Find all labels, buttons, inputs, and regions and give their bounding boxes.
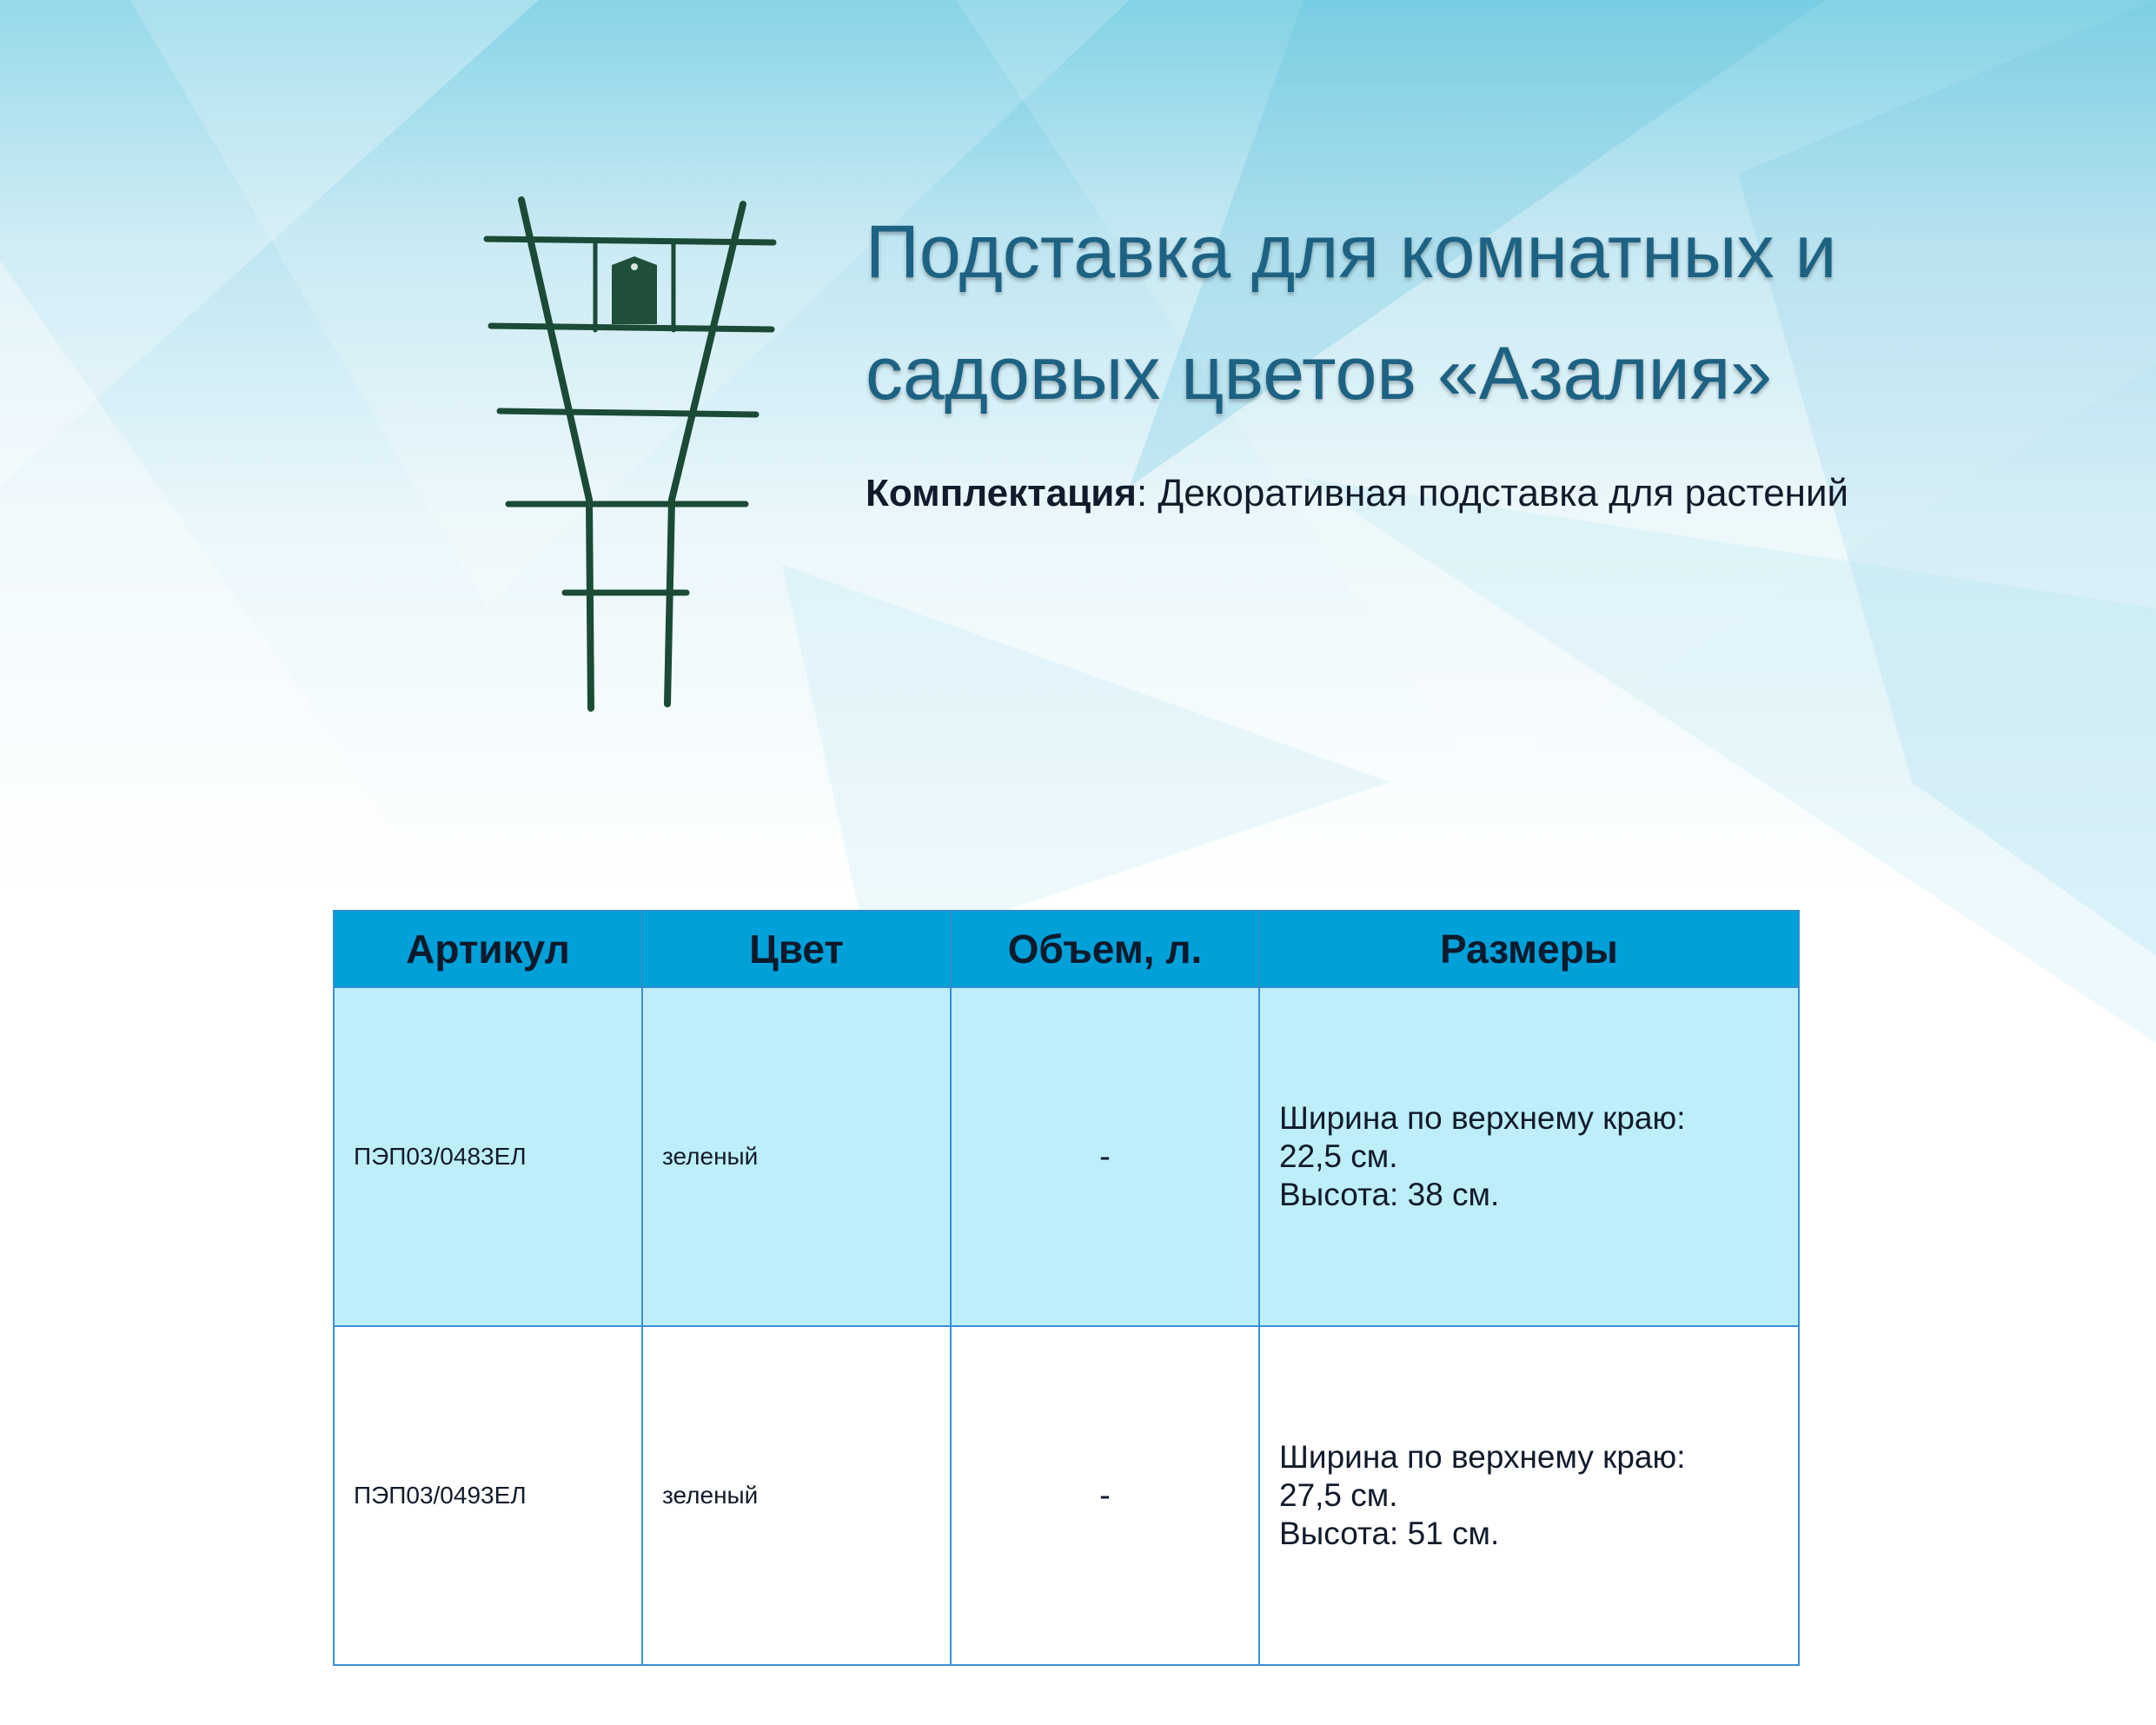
color-cell: зеленый — [642, 987, 951, 1326]
header-article: Артикул — [334, 911, 642, 987]
header-sizes: Размеры — [1259, 911, 1799, 987]
size-line: 22,5 см. — [1279, 1138, 1398, 1174]
volume-cell: - — [951, 987, 1259, 1326]
product-title — [866, 191, 2082, 435]
tag-icon — [612, 256, 657, 324]
sizes-cell — [1259, 1326, 1799, 1665]
header-color: Цвет — [642, 911, 951, 987]
size-line: Ширина по верхнему краю: — [1279, 1100, 1686, 1136]
kit-value: Декоративная подставка для растений — [1158, 472, 1849, 514]
title-line-1: Подставка для комнатных и — [866, 210, 1837, 294]
product-image — [469, 187, 799, 726]
color-cell: зеленый — [642, 1326, 951, 1665]
kit-line — [866, 468, 2082, 520]
table-row — [334, 1326, 1799, 1665]
sizes-cell — [1259, 987, 1799, 1326]
spec-table — [333, 910, 1800, 1666]
table-row — [334, 987, 1799, 1326]
kit-separator: : — [1136, 472, 1158, 514]
size-line: Ширина по верхнему краю: — [1279, 1439, 1686, 1475]
article-cell: ПЭП03/0483ЕЛ — [334, 987, 642, 1326]
kit-label: Комплектация — [866, 472, 1137, 514]
title-line-2: садовых цветов «Азалия» — [866, 332, 1773, 415]
volume-cell: - — [951, 1326, 1259, 1665]
table-header-row — [334, 911, 1799, 987]
size-line: Высота: 38 см. — [1279, 1177, 1500, 1212]
article-cell: ПЭП03/0493ЕЛ — [334, 1326, 642, 1665]
size-line: Высота: 51 см. — [1279, 1516, 1500, 1551]
size-line: 27,5 см. — [1279, 1477, 1398, 1513]
header-volume: Объем, л. — [951, 911, 1259, 987]
